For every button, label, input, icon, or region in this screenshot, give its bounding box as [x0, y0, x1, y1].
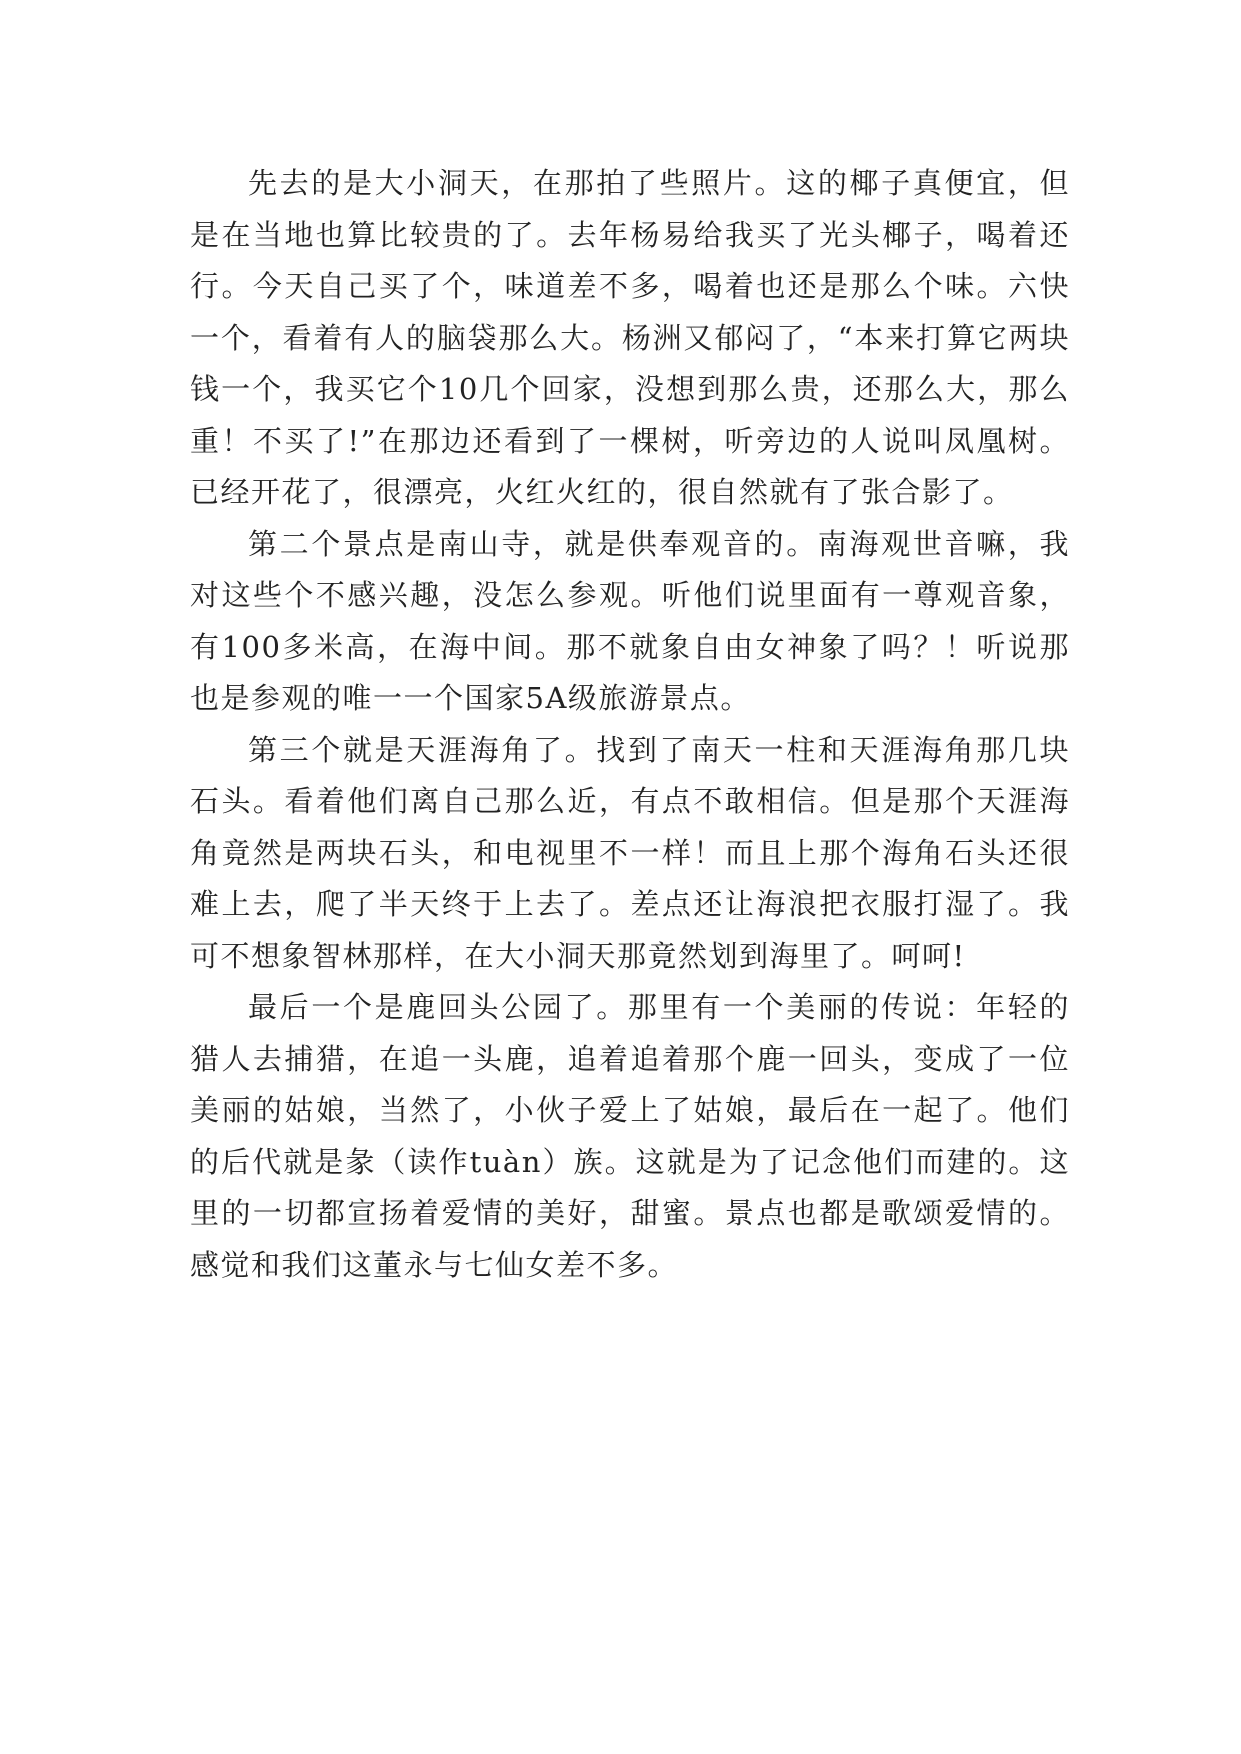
paragraph-3: 第三个就是天涯海角了。找到了南天一柱和天涯海角那几块石头。看着他们离自己那么近，有点不敢相信。但是那个天涯海角竟然是两块石头，和电视里不一样！而且上那个海角石头还很难上去，爬了半天终于上去了。差点还让海浪把衣服打湿了。我可不想象智林那样，在大小洞天那竟然划到海里了。呵呵!	[190, 732, 1070, 973]
document-body	[190, 158, 1070, 1291]
paragraph-2: 第二个景点是南山寺，就是供奉观音的。南海观世音嘛，我对这些个不感兴趣，没怎么参观。听他们说里面有一尊观音象，有100多米高，在海中间。那不就象自由女神象了吗？！听说那也是参观的唯一一个国家5A级旅游景点。	[190, 526, 1070, 715]
paragraph-1: 先去的是大小洞天，在那拍了些照片。这的椰子真便宜，但是在当地也算比较贵的了。去年杨易给我买了光头椰子，喝着还行。今天自己买了个，味道差不多，喝着也还是那么个味。六快一个，看着有人的脑袋那么大。杨洲又郁闷了，“本来打算它两块钱一个，我买它个10几个回家，没想到那么贵，还那么大，那么重！不买了!”在那边还看到了一棵树，听旁边的人说叫凤凰树。已经开花了，很漂亮，火红火红的，很自然就有了张合影了。	[190, 166, 1070, 509]
paragraph-4: 最后一个是鹿回头公园了。那里有一个美丽的传说：年轻的猎人去捕猎，在追一头鹿，追着追着那个鹿一回头，变成了一位美丽的姑娘，当然了，小伙子爱上了姑娘，最后在一起了。他们的后代就是彖（读作tuàn）族。这就是为了记念他们而建的。这里的一切都宣扬着爱情的美好，甜蜜。景点也都是歌颂爱情的。感觉和我们这董永与七仙女差不多。	[190, 990, 1070, 1282]
